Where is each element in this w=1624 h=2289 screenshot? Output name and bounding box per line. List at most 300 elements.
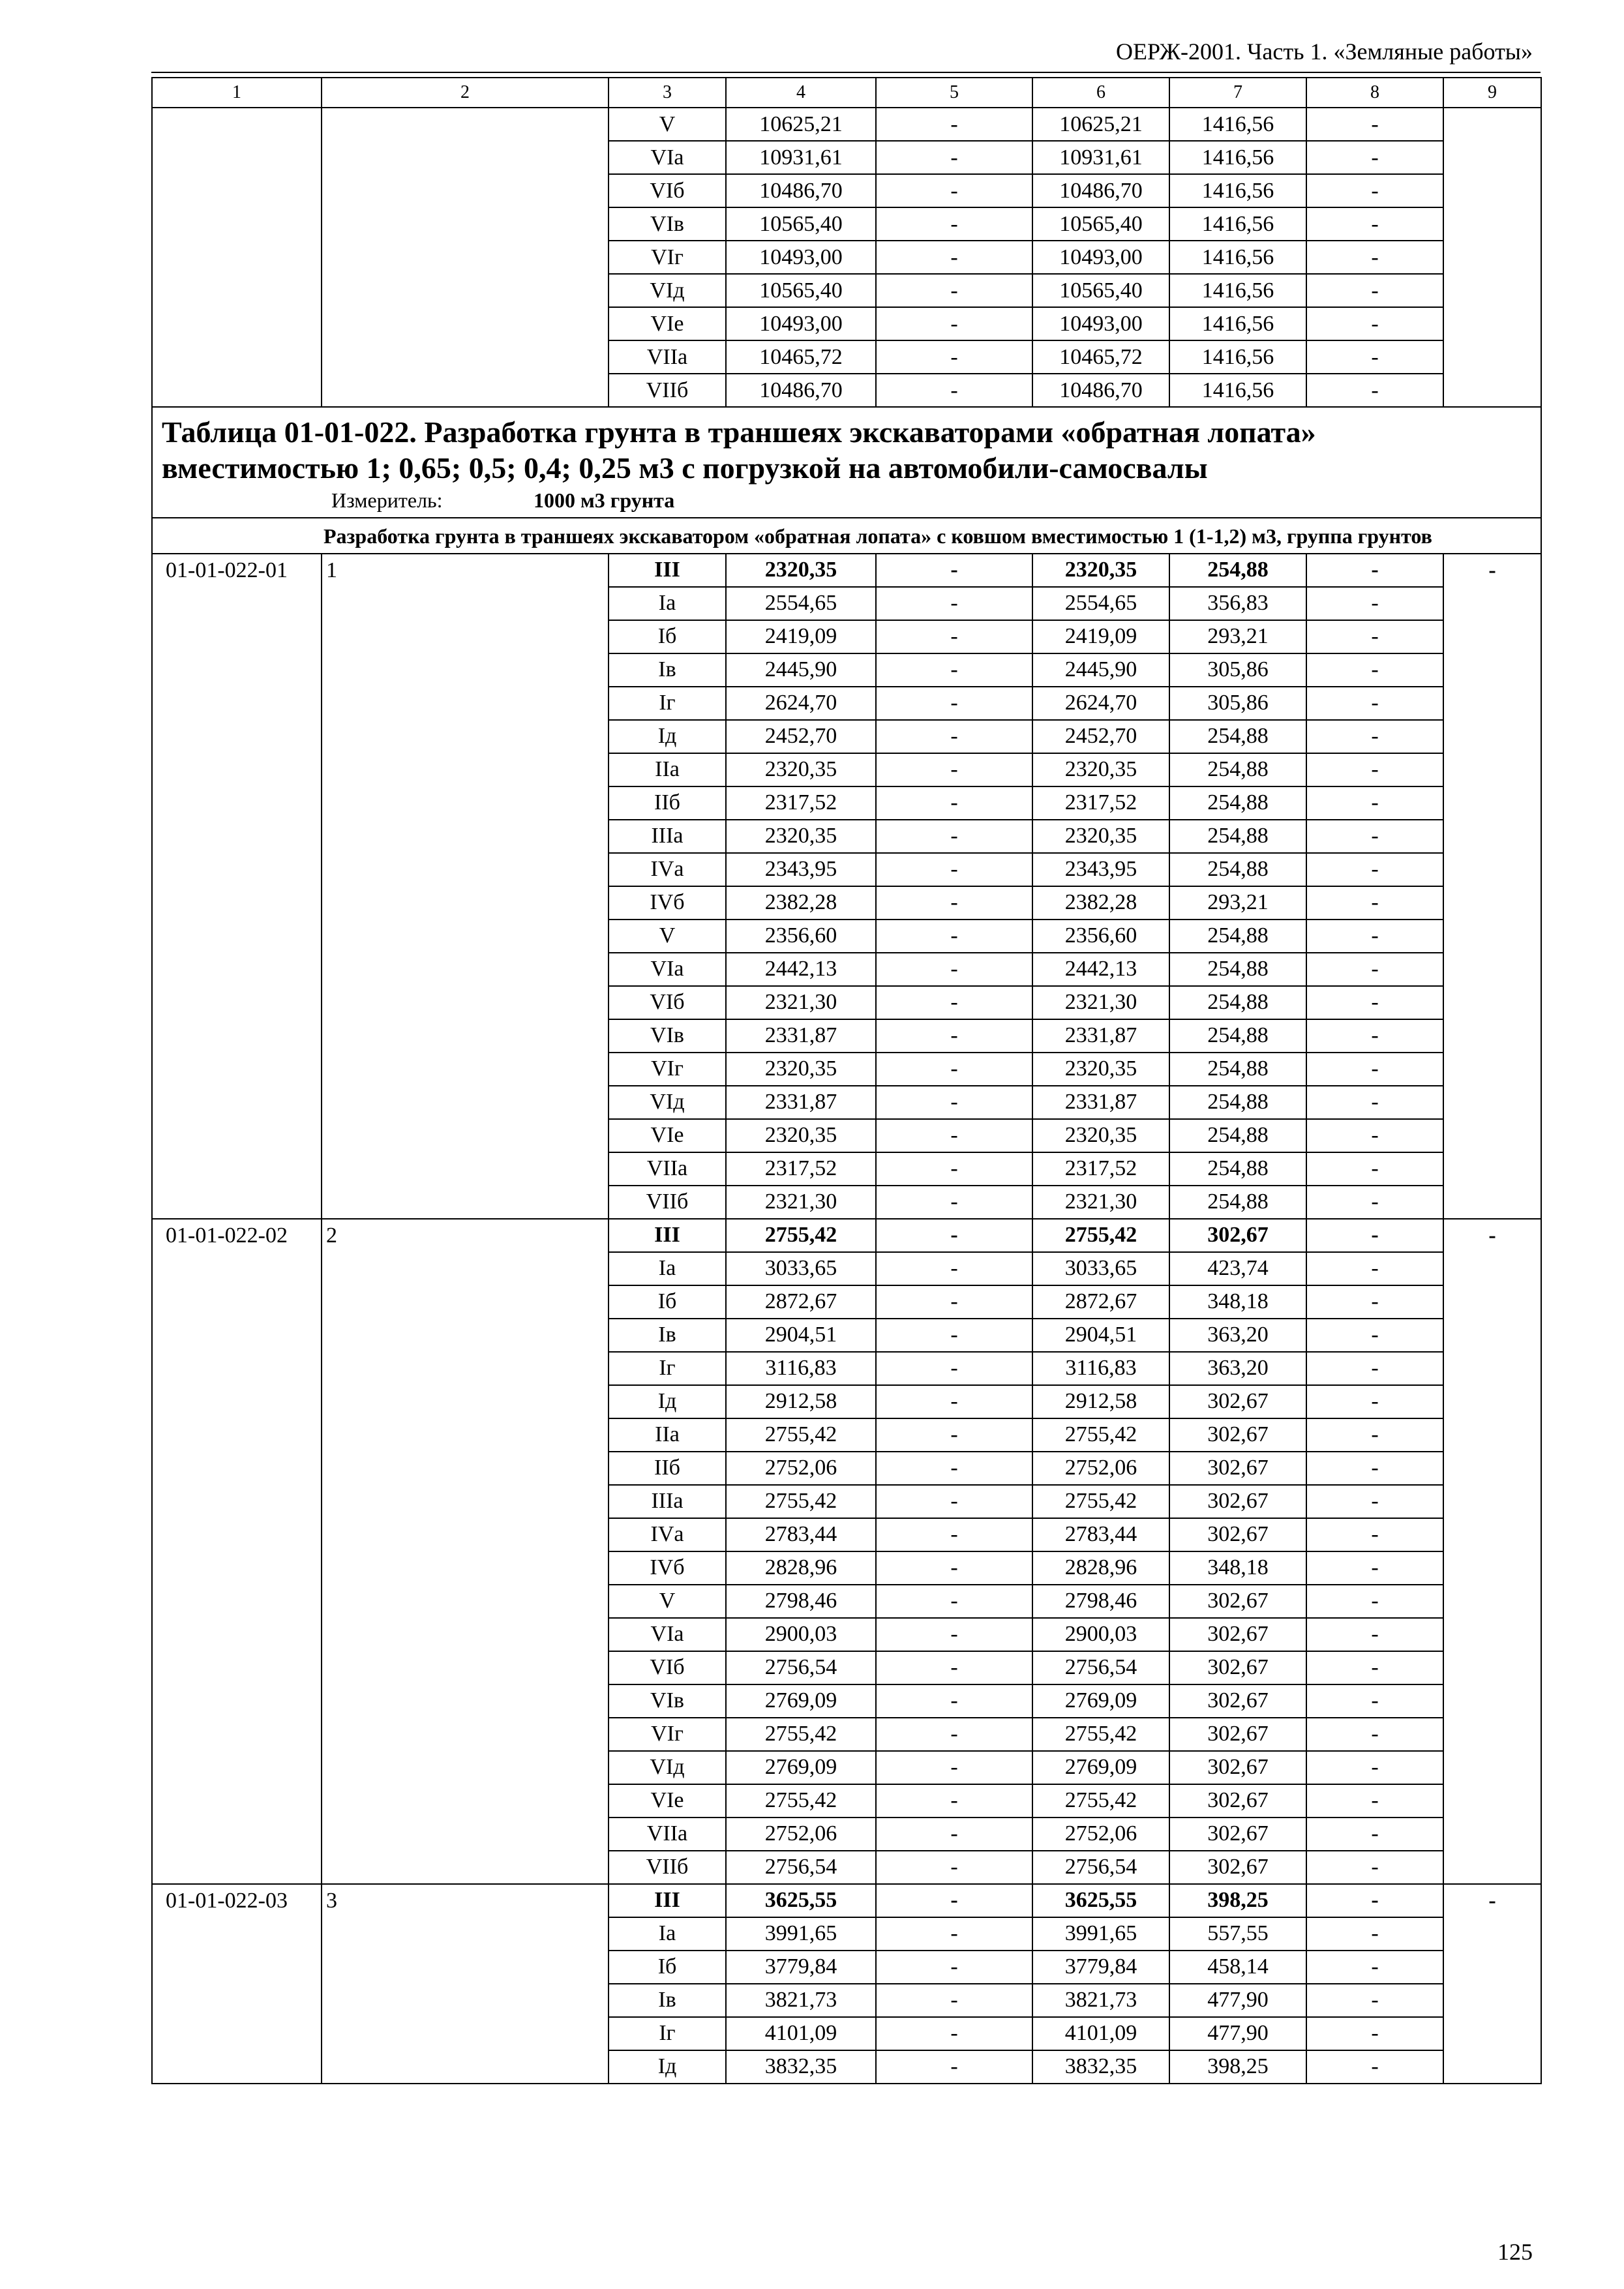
table-cell: 10493,00 bbox=[1032, 307, 1169, 340]
table-row bbox=[152, 108, 1541, 141]
column-number-row bbox=[152, 78, 1541, 108]
table-cell: - bbox=[1306, 241, 1443, 274]
table-cell: 348,18 bbox=[1169, 1285, 1306, 1319]
table-cell: 2317,52 bbox=[1032, 786, 1169, 820]
table-cell: 2755,42 bbox=[1032, 1485, 1169, 1518]
col9-cell: - bbox=[1443, 554, 1541, 1219]
table-cell: V bbox=[609, 1585, 726, 1618]
table-cell: - bbox=[1306, 1152, 1443, 1186]
table-cell: - bbox=[1306, 886, 1443, 920]
table-cell: VIд bbox=[609, 1086, 726, 1119]
table-cell: VIб bbox=[609, 174, 726, 207]
table-cell: - bbox=[876, 886, 1032, 920]
table-cell: 10931,61 bbox=[1032, 141, 1169, 174]
table-cell: 2755,42 bbox=[726, 1485, 876, 1518]
table-cell: 302,67 bbox=[1169, 1618, 1306, 1651]
table-title bbox=[162, 414, 1531, 486]
table-cell: 4101,09 bbox=[1032, 2017, 1169, 2050]
table-cell: 3116,83 bbox=[726, 1352, 876, 1385]
table-cell: 2783,44 bbox=[726, 1518, 876, 1551]
table-cell: - bbox=[1306, 554, 1443, 587]
table-cell: 3625,55 bbox=[726, 1884, 876, 1917]
col9-cell bbox=[1443, 108, 1541, 407]
table-cell: 10486,70 bbox=[1032, 174, 1169, 207]
table-cell: - bbox=[1306, 1951, 1443, 1984]
table-cell: 302,67 bbox=[1169, 1718, 1306, 1751]
table-cell: - bbox=[1306, 1784, 1443, 1818]
table-cell: 3779,84 bbox=[726, 1951, 876, 1984]
table-cell: Iа bbox=[609, 1917, 726, 1951]
table-cell: 2624,70 bbox=[726, 687, 876, 720]
table-cell: VIIб bbox=[609, 374, 726, 407]
col9-cell: - bbox=[1443, 1219, 1541, 1884]
table-cell: 1416,56 bbox=[1169, 207, 1306, 241]
table-cell: - bbox=[876, 653, 1032, 687]
col9-cell: - bbox=[1443, 1884, 1541, 2084]
table-cell: 348,18 bbox=[1169, 1551, 1306, 1585]
table-cell: 2317,52 bbox=[1032, 1152, 1169, 1186]
table-cell: 477,90 bbox=[1169, 2017, 1306, 2050]
table-cell: - bbox=[1306, 1285, 1443, 1319]
table-cell: 1416,56 bbox=[1169, 374, 1306, 407]
table-cell: VIIа bbox=[609, 1152, 726, 1186]
table-cell: - bbox=[876, 1319, 1032, 1352]
table-cell: Iб bbox=[609, 1285, 726, 1319]
table-cell: - bbox=[1306, 986, 1443, 1019]
table-cell: Iв bbox=[609, 1984, 726, 2017]
table-cell: - bbox=[1306, 1984, 1443, 2017]
table-cell: 2904,51 bbox=[726, 1319, 876, 1352]
table-cell: 2331,87 bbox=[726, 1019, 876, 1053]
table-cell: - bbox=[876, 1651, 1032, 1684]
table-cell: - bbox=[876, 274, 1032, 307]
table-cell: - bbox=[876, 1684, 1032, 1718]
table-cell: 254,88 bbox=[1169, 953, 1306, 986]
table-cell: IIа bbox=[609, 1418, 726, 1452]
table-cell: 10931,61 bbox=[726, 141, 876, 174]
column-number: 9 bbox=[1443, 78, 1541, 108]
table-cell: VIб bbox=[609, 1651, 726, 1684]
table-cell: - bbox=[1306, 1418, 1443, 1452]
header-rule bbox=[151, 72, 1541, 73]
column-number: 1 bbox=[152, 78, 322, 108]
table-cell: 10493,00 bbox=[1032, 241, 1169, 274]
table-cell: 10565,40 bbox=[1032, 274, 1169, 307]
table-cell: - bbox=[1306, 1684, 1443, 1718]
table-cell: 10565,40 bbox=[726, 274, 876, 307]
table-cell: 477,90 bbox=[1169, 1984, 1306, 2017]
table-cell: - bbox=[1306, 374, 1443, 407]
table-cell: - bbox=[876, 620, 1032, 653]
table-title-line1: Таблица 01-01-022. Разработка грунта в траншеях экскаваторами «обратная лопата» bbox=[162, 415, 1316, 449]
table-cell: Iв bbox=[609, 1319, 726, 1352]
column-number: 5 bbox=[876, 78, 1032, 108]
table-cell: - bbox=[876, 853, 1032, 886]
table-cell: IVа bbox=[609, 853, 726, 886]
table-cell: - bbox=[876, 1618, 1032, 1651]
table-cell: 254,88 bbox=[1169, 1119, 1306, 1152]
column-number: 2 bbox=[322, 78, 609, 108]
table-cell: - bbox=[876, 1585, 1032, 1618]
table-cell: Iг bbox=[609, 1352, 726, 1385]
table-cell: 254,88 bbox=[1169, 753, 1306, 786]
table-cell: - bbox=[876, 1119, 1032, 1152]
table-cell: 2356,60 bbox=[1032, 920, 1169, 953]
table-cell: 302,67 bbox=[1169, 1751, 1306, 1784]
table-cell: - bbox=[876, 1718, 1032, 1751]
table-cell: - bbox=[876, 720, 1032, 753]
table-cell: 2756,54 bbox=[1032, 1651, 1169, 1684]
table-cell: - bbox=[876, 587, 1032, 620]
table-cell: VIIа bbox=[609, 340, 726, 374]
table-cell: - bbox=[1306, 853, 1443, 886]
table-cell: 2320,35 bbox=[726, 753, 876, 786]
table-cell: 254,88 bbox=[1169, 920, 1306, 953]
table-cell: - bbox=[876, 1352, 1032, 1385]
table-cell: VIа bbox=[609, 141, 726, 174]
page-number: 125 bbox=[1497, 2239, 1533, 2265]
table-cell: - bbox=[876, 786, 1032, 820]
table-cell: 2755,42 bbox=[726, 1718, 876, 1751]
table-cell: 2320,35 bbox=[726, 820, 876, 853]
table-cell: 2442,13 bbox=[1032, 953, 1169, 986]
table-cell: - bbox=[876, 340, 1032, 374]
table-cell: 10625,21 bbox=[1032, 108, 1169, 141]
table-cell: - bbox=[1306, 1518, 1443, 1551]
table-cell: 2320,35 bbox=[726, 1119, 876, 1152]
table-cell: 2872,67 bbox=[1032, 1285, 1169, 1319]
table-cell: - bbox=[876, 307, 1032, 340]
table-cell: - bbox=[876, 1784, 1032, 1818]
table-cell: - bbox=[1306, 720, 1443, 753]
table-cell: - bbox=[876, 1751, 1032, 1784]
table-cell: Iа bbox=[609, 587, 726, 620]
table-cell: - bbox=[876, 1951, 1032, 1984]
table-cell: 302,67 bbox=[1169, 1684, 1306, 1718]
table-cell: 2320,35 bbox=[726, 1053, 876, 1086]
table-cell: 10565,40 bbox=[1032, 207, 1169, 241]
table-cell: - bbox=[1306, 2017, 1443, 2050]
table-row bbox=[152, 554, 1541, 587]
table-cell: 2755,42 bbox=[1032, 1784, 1169, 1818]
table-cell: - bbox=[1306, 786, 1443, 820]
table-cell: - bbox=[1306, 1219, 1443, 1252]
table-cell: - bbox=[876, 753, 1032, 786]
table-cell: VIа bbox=[609, 1618, 726, 1651]
table-cell: - bbox=[876, 241, 1032, 274]
meter-value: 1000 м3 грунта bbox=[534, 488, 675, 513]
table-cell: - bbox=[1306, 108, 1443, 141]
table-cell: VIIа bbox=[609, 1818, 726, 1851]
table-cell: 293,21 bbox=[1169, 886, 1306, 920]
table-cell: 2904,51 bbox=[1032, 1319, 1169, 1352]
table-cell: Iа bbox=[609, 1252, 726, 1285]
table-cell: - bbox=[1306, 687, 1443, 720]
table-cell: 2828,96 bbox=[726, 1551, 876, 1585]
table-cell: 2900,03 bbox=[726, 1618, 876, 1651]
table-cell: 10493,00 bbox=[726, 307, 876, 340]
meter-label: Измеритель: bbox=[331, 488, 443, 513]
table-cell: 2419,09 bbox=[726, 620, 876, 653]
table-cell: 3821,73 bbox=[726, 1984, 876, 2017]
table-cell: 302,67 bbox=[1169, 1784, 1306, 1818]
table-cell: VIе bbox=[609, 1119, 726, 1152]
column-number: 7 bbox=[1169, 78, 1306, 108]
table-cell: IVб bbox=[609, 886, 726, 920]
table-cell: Iв bbox=[609, 653, 726, 687]
table-cell: - bbox=[1306, 274, 1443, 307]
table-cell: 2317,52 bbox=[726, 1152, 876, 1186]
table-title-row bbox=[152, 407, 1541, 518]
table-cell: 302,67 bbox=[1169, 1585, 1306, 1618]
table-cell: 254,88 bbox=[1169, 720, 1306, 753]
table-cell: - bbox=[1306, 587, 1443, 620]
table-cell: - bbox=[1306, 307, 1443, 340]
table-cell: 305,86 bbox=[1169, 653, 1306, 687]
table-cell: 10486,70 bbox=[1032, 374, 1169, 407]
table-cell: 423,74 bbox=[1169, 1252, 1306, 1285]
rate-name: 1 bbox=[322, 554, 609, 1219]
table-cell: - bbox=[1306, 620, 1443, 653]
table-cell: VIг bbox=[609, 1053, 726, 1086]
table-cell: 2320,35 bbox=[1032, 554, 1169, 587]
table-cell: - bbox=[1306, 1551, 1443, 1585]
table-cell: - bbox=[876, 1551, 1032, 1585]
table-cell: 254,88 bbox=[1169, 1019, 1306, 1053]
table-cell: Iб bbox=[609, 1951, 726, 1984]
table-cell: IIа bbox=[609, 753, 726, 786]
table-cell: - bbox=[876, 1884, 1032, 1917]
table-cell: 254,88 bbox=[1169, 786, 1306, 820]
table-cell: - bbox=[876, 1485, 1032, 1518]
subheading-row bbox=[152, 518, 1541, 553]
table-cell: III bbox=[609, 554, 726, 587]
table-cell: 2331,87 bbox=[1032, 1019, 1169, 1053]
table-row bbox=[152, 1219, 1541, 1252]
table-cell: - bbox=[1306, 1917, 1443, 1951]
table-cell: 2320,35 bbox=[1032, 1119, 1169, 1152]
running-header: ОЕРЖ-2001. Часть 1. «Земляные работы» bbox=[1116, 38, 1533, 65]
table-cell: VIг bbox=[609, 1718, 726, 1751]
table-cell: VIв bbox=[609, 1684, 726, 1718]
table-cell: - bbox=[1306, 1252, 1443, 1285]
table-cell: - bbox=[876, 820, 1032, 853]
table-cell: 2331,87 bbox=[1032, 1086, 1169, 1119]
table-cell: IVа bbox=[609, 1518, 726, 1551]
table-cell: - bbox=[1306, 340, 1443, 374]
table-cell: 2320,35 bbox=[1032, 820, 1169, 853]
table-cell: 293,21 bbox=[1169, 620, 1306, 653]
table-cell: 3625,55 bbox=[1032, 1884, 1169, 1917]
table-cell: IIб bbox=[609, 786, 726, 820]
table-cell: 2452,70 bbox=[1032, 720, 1169, 753]
table-cell: V bbox=[609, 108, 726, 141]
table-cell: 2756,54 bbox=[726, 1651, 876, 1684]
table-cell: - bbox=[876, 1518, 1032, 1551]
table-cell: 3033,65 bbox=[726, 1252, 876, 1285]
table-cell: - bbox=[876, 1019, 1032, 1053]
table-cell: - bbox=[876, 1984, 1032, 2017]
table-cell: - bbox=[876, 1186, 1032, 1219]
table-cell: - bbox=[1306, 753, 1443, 786]
subheading: Разработка грунта в траншеях экскаватором «обратная лопата» с ковшом вместимостью 1 (1-1,2) м3, группа грунтов bbox=[152, 518, 1541, 553]
table-cell: 2752,06 bbox=[1032, 1452, 1169, 1485]
table-cell: - bbox=[1306, 1086, 1443, 1119]
table-cell: 3832,35 bbox=[726, 2050, 876, 2084]
table-cell: 2321,30 bbox=[1032, 986, 1169, 1019]
table-cell: 557,55 bbox=[1169, 1917, 1306, 1951]
table-cell: 2445,90 bbox=[726, 653, 876, 687]
table-cell: - bbox=[1306, 2050, 1443, 2084]
table-cell: - bbox=[1306, 1818, 1443, 1851]
table-cell: - bbox=[876, 1152, 1032, 1186]
table-cell: 2554,65 bbox=[726, 587, 876, 620]
table-cell: 2872,67 bbox=[726, 1285, 876, 1319]
table-cell: 2752,06 bbox=[1032, 1818, 1169, 1851]
table-row bbox=[152, 1884, 1541, 1917]
table-cell: 254,88 bbox=[1169, 1186, 1306, 1219]
table-cell: - bbox=[1306, 174, 1443, 207]
table-cell: 10486,70 bbox=[726, 374, 876, 407]
table-cell: - bbox=[876, 1086, 1032, 1119]
table-cell: - bbox=[1306, 953, 1443, 986]
table-cell: 3821,73 bbox=[1032, 1984, 1169, 2017]
table-cell: 10493,00 bbox=[726, 241, 876, 274]
table-cell: 254,88 bbox=[1169, 820, 1306, 853]
table-cell: - bbox=[1306, 1585, 1443, 1618]
table-cell: 458,14 bbox=[1169, 1951, 1306, 1984]
table-cell: 2356,60 bbox=[726, 920, 876, 953]
table-cell: III bbox=[609, 1219, 726, 1252]
table-cell: - bbox=[876, 687, 1032, 720]
rate-name: 2 bbox=[322, 1219, 609, 1884]
table-cell: 2755,42 bbox=[726, 1219, 876, 1252]
table-cell: 1416,56 bbox=[1169, 274, 1306, 307]
table-cell: - bbox=[876, 1285, 1032, 1319]
meter-row bbox=[162, 490, 1531, 511]
table-cell: - bbox=[1306, 820, 1443, 853]
table-cell: - bbox=[1306, 1319, 1443, 1352]
table-cell: 3991,65 bbox=[726, 1917, 876, 1951]
table-cell: - bbox=[876, 554, 1032, 587]
table-cell: - bbox=[1306, 1053, 1443, 1086]
table-cell: VIа bbox=[609, 953, 726, 986]
table-cell: Iб bbox=[609, 620, 726, 653]
table-cell: VIе bbox=[609, 307, 726, 340]
table-cell: 2554,65 bbox=[1032, 587, 1169, 620]
table-cell: 302,67 bbox=[1169, 1452, 1306, 1485]
table-cell: 302,67 bbox=[1169, 1518, 1306, 1551]
table-cell: VIд bbox=[609, 274, 726, 307]
table-cell: 2331,87 bbox=[726, 1086, 876, 1119]
table-cell: 2756,54 bbox=[1032, 1851, 1169, 1884]
table-cell: 2317,52 bbox=[726, 786, 876, 820]
table-cell: - bbox=[876, 2017, 1032, 2050]
table-cell: VIд bbox=[609, 1751, 726, 1784]
table-cell: Iг bbox=[609, 2017, 726, 2050]
table-cell: - bbox=[1306, 141, 1443, 174]
table-cell: IIIа bbox=[609, 1485, 726, 1518]
table-cell: 3116,83 bbox=[1032, 1352, 1169, 1385]
table-cell: 254,88 bbox=[1169, 554, 1306, 587]
table-cell: IVб bbox=[609, 1551, 726, 1585]
table-cell: IIб bbox=[609, 1452, 726, 1485]
table-cell: - bbox=[876, 174, 1032, 207]
table-cell: - bbox=[1306, 1019, 1443, 1053]
table-cell: 2320,35 bbox=[726, 554, 876, 587]
table-cell: 3779,84 bbox=[1032, 1951, 1169, 1984]
code-cell bbox=[152, 108, 322, 407]
table-cell: VIг bbox=[609, 241, 726, 274]
table-cell: 2382,28 bbox=[1032, 886, 1169, 920]
rate-code: 01-01-022-02 bbox=[152, 1219, 322, 1884]
table-cell: 2756,54 bbox=[726, 1851, 876, 1884]
table-cell: 10625,21 bbox=[726, 108, 876, 141]
table-cell: 3033,65 bbox=[1032, 1252, 1169, 1285]
table-cell: 302,67 bbox=[1169, 1219, 1306, 1252]
table-cell: - bbox=[1306, 1452, 1443, 1485]
table-title-line2: вместимостью 1; 0,65; 0,5; 0,4; 0,25 м3 с погрузкой на автомобили-самосвалы bbox=[162, 451, 1208, 485]
table-cell: - bbox=[1306, 207, 1443, 241]
table-cell: 10465,72 bbox=[726, 340, 876, 374]
rate-name: 3 bbox=[322, 1884, 609, 2084]
table-cell: - bbox=[1306, 1385, 1443, 1418]
table-cell: - bbox=[1306, 1618, 1443, 1651]
table-cell: 2755,42 bbox=[1032, 1418, 1169, 1452]
table-cell: VIе bbox=[609, 1784, 726, 1818]
table-cell: 2783,44 bbox=[1032, 1518, 1169, 1551]
table-cell: 1416,56 bbox=[1169, 108, 1306, 141]
table-cell: - bbox=[876, 953, 1032, 986]
table-cell: 10565,40 bbox=[726, 207, 876, 241]
table-cell: 2798,46 bbox=[726, 1585, 876, 1618]
table-cell: 2321,30 bbox=[1032, 1186, 1169, 1219]
table-cell: 2798,46 bbox=[1032, 1585, 1169, 1618]
table-cell: 2769,09 bbox=[1032, 1751, 1169, 1784]
table-cell: - bbox=[1306, 1751, 1443, 1784]
table-cell: 398,25 bbox=[1169, 2050, 1306, 2084]
table-cell: - bbox=[876, 1219, 1032, 1252]
table-cell: 2752,06 bbox=[726, 1818, 876, 1851]
table-cell: 3832,35 bbox=[1032, 2050, 1169, 2084]
column-number: 8 bbox=[1306, 78, 1443, 108]
table-cell: - bbox=[876, 1818, 1032, 1851]
table-cell: 2320,35 bbox=[1032, 753, 1169, 786]
table-cell: 1416,56 bbox=[1169, 241, 1306, 274]
table-cell: 2755,42 bbox=[1032, 1219, 1169, 1252]
table-cell: 398,25 bbox=[1169, 1884, 1306, 1917]
table-cell: 363,20 bbox=[1169, 1319, 1306, 1352]
table-cell: III bbox=[609, 1884, 726, 1917]
table-cell: 305,86 bbox=[1169, 687, 1306, 720]
table-cell: - bbox=[876, 1851, 1032, 1884]
table-cell: - bbox=[1306, 1718, 1443, 1751]
table-cell: 254,88 bbox=[1169, 986, 1306, 1019]
table-cell: 2769,09 bbox=[726, 1684, 876, 1718]
table-cell: 2321,30 bbox=[726, 986, 876, 1019]
table-cell: 2828,96 bbox=[1032, 1551, 1169, 1585]
table-cell: 1416,56 bbox=[1169, 174, 1306, 207]
table-cell: VIIб bbox=[609, 1186, 726, 1219]
table-cell: 2624,70 bbox=[1032, 687, 1169, 720]
rates-table bbox=[151, 77, 1542, 2084]
table-cell: 302,67 bbox=[1169, 1818, 1306, 1851]
table-cell: 2445,90 bbox=[1032, 653, 1169, 687]
table-cell: 254,88 bbox=[1169, 853, 1306, 886]
table-cell: - bbox=[876, 1418, 1032, 1452]
table-cell: - bbox=[1306, 1485, 1443, 1518]
column-number: 3 bbox=[609, 78, 726, 108]
